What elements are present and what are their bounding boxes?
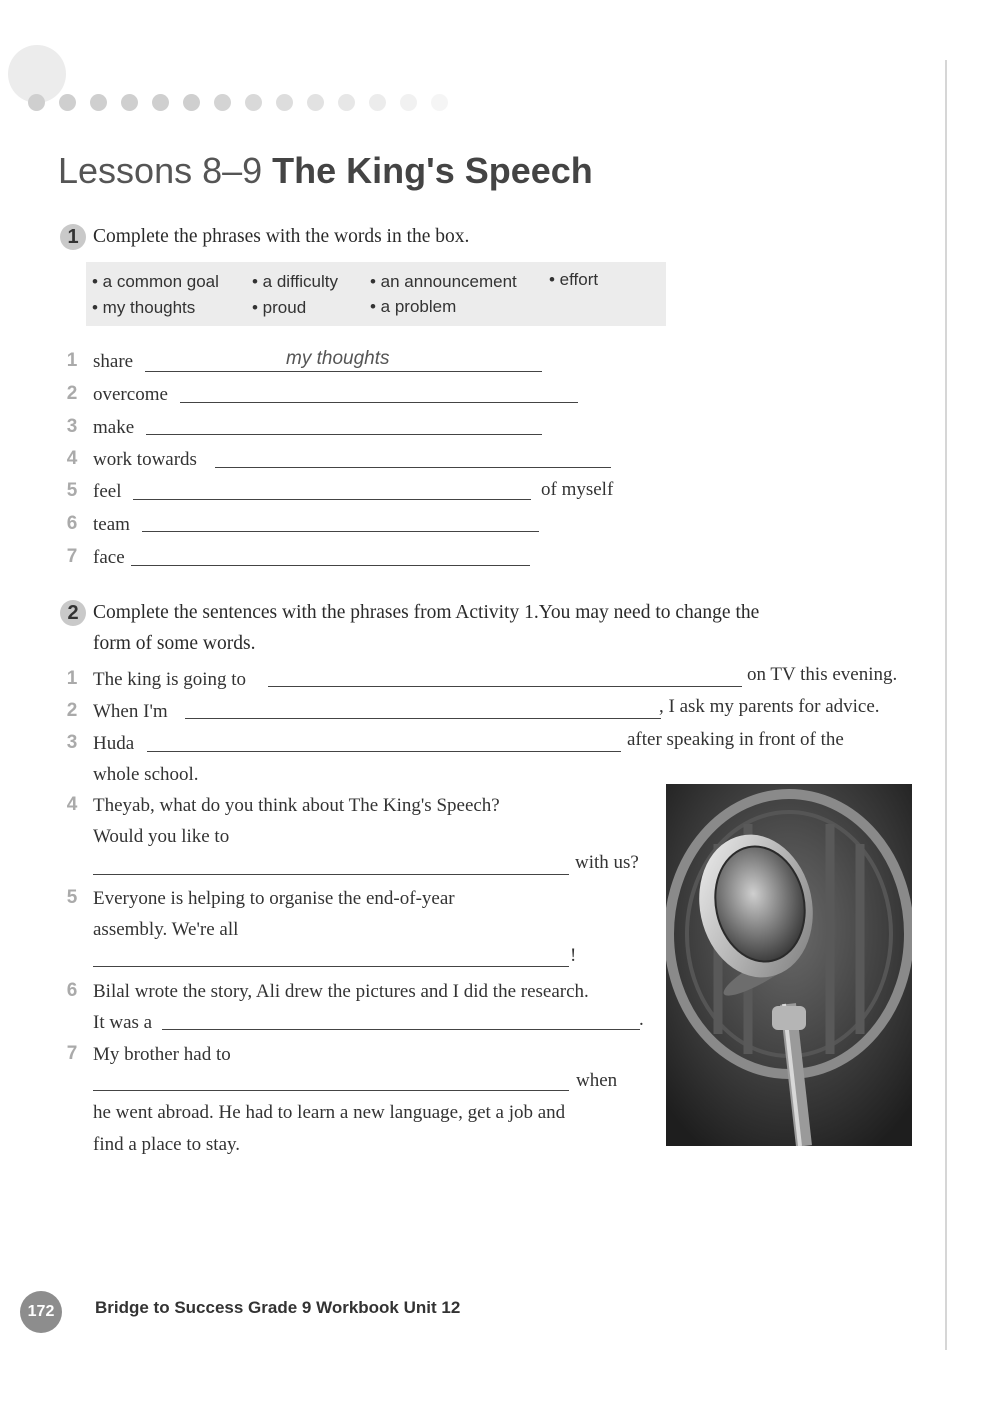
sentence-text: on TV this evening. [747, 664, 898, 685]
word-box-item: • my thoughts [92, 298, 196, 317]
sentence-text: whole school. [93, 764, 199, 785]
word-box-item: • a difficulty [252, 272, 338, 291]
exercise-2-instruction-line-2: form of some words. [93, 633, 256, 654]
sentence-text: Bilal wrote the story, Ali drew the pictures and I did the research. [93, 981, 589, 1002]
answer-blank[interactable] [93, 1090, 569, 1091]
page-number-badge: 172 [20, 1291, 62, 1333]
decorative-dot-row [28, 94, 448, 111]
answer-blank[interactable] [142, 531, 539, 532]
answer-blank[interactable] [93, 874, 569, 875]
answer-blank[interactable] [145, 371, 542, 372]
word-box-item: • an announcement [370, 272, 517, 291]
sentence-text: When I'm [93, 701, 168, 722]
exercise-1-badge: 1 [60, 224, 86, 250]
answer-blank[interactable] [93, 966, 569, 967]
answer-blank[interactable] [133, 499, 531, 500]
exercise-2-badge: 2 [60, 600, 86, 626]
sentence-text: he went abroad. He had to learn a new language, get a job and [93, 1102, 566, 1123]
word-box-item: • a problem [370, 297, 457, 316]
answer-blank[interactable] [146, 434, 542, 435]
phrase-prefix: face [93, 547, 125, 568]
sentence-number: 1 [66, 668, 78, 689]
item-number: 1 [66, 350, 78, 371]
sentence-text: It was a [93, 1012, 153, 1033]
phrase-prefix: share [93, 351, 134, 372]
title-lessons: Lessons 8–9 [58, 150, 263, 191]
sentence-text: The king is going to [93, 669, 247, 690]
phrase-prefix: feel [93, 481, 122, 502]
sentence-text: find a place to stay. [93, 1134, 241, 1155]
phrase-prefix: make [93, 417, 135, 438]
exercise-2-instruction-line-1: Complete the sentences with the phrases from Activity 1.You may need to change the [93, 602, 760, 623]
sentence-number: 2 [66, 700, 78, 721]
sentence-text: My brother had to [93, 1044, 231, 1065]
page-title [58, 150, 593, 192]
answer-blank[interactable] [268, 686, 742, 687]
answer-blank[interactable] [180, 402, 578, 403]
sentence-number: 7 [66, 1043, 78, 1064]
answer-blank[interactable] [162, 1029, 640, 1030]
sentence-text: with us? [575, 852, 639, 873]
sentence-text: assembly. We're all [93, 919, 239, 940]
item-number: 2 [66, 383, 78, 404]
answer-blank[interactable] [147, 751, 621, 752]
sentence-text: , I ask my parents for advice. [659, 696, 880, 717]
item-number: 6 [66, 513, 78, 534]
phrase-prefix: work towards [93, 449, 197, 470]
microphone-photo [666, 784, 912, 1146]
item-number: 5 [66, 480, 78, 501]
word-box-item: • a common goal [92, 272, 219, 291]
sentence-number: 3 [66, 732, 78, 753]
phrase-prefix: overcome [93, 384, 168, 405]
item-number: 3 [66, 416, 78, 437]
title-topic: The King's Speech [272, 150, 593, 191]
sentence-text: Huda [93, 733, 135, 754]
sentence-number: 6 [66, 980, 78, 1001]
phrase-suffix: of myself [541, 479, 614, 500]
item-number: 7 [66, 546, 78, 567]
phrase-prefix: team [93, 514, 130, 535]
sentence-text: after speaking in front of the [627, 729, 844, 750]
handwritten-answer: my thoughts [286, 348, 390, 369]
footer-book-title: Bridge to Success Grade 9 Workbook Unit 12 [95, 1298, 461, 1317]
item-number: 4 [66, 448, 78, 469]
sentence-number: 5 [66, 887, 78, 908]
sentence-text: Everyone is helping to organise the end-of-year [93, 888, 455, 909]
sentence-number: 4 [66, 794, 78, 815]
scan-page-edge [945, 60, 959, 1350]
word-box-item: • proud [252, 298, 307, 317]
sentence-text: . [639, 1009, 644, 1030]
answer-blank[interactable] [215, 467, 611, 468]
sentence-text: Would you like to [93, 826, 230, 847]
sentence-text: ! [570, 945, 577, 966]
sentence-text: Theyab, what do you think about The King's Speech? [93, 795, 500, 816]
sentence-text: when [576, 1070, 618, 1091]
exercise-1-instruction: Complete the phrases with the words in the box. [93, 226, 470, 247]
answer-blank[interactable] [185, 718, 661, 719]
answer-blank[interactable] [131, 565, 530, 566]
word-box-item: • effort [549, 270, 599, 289]
